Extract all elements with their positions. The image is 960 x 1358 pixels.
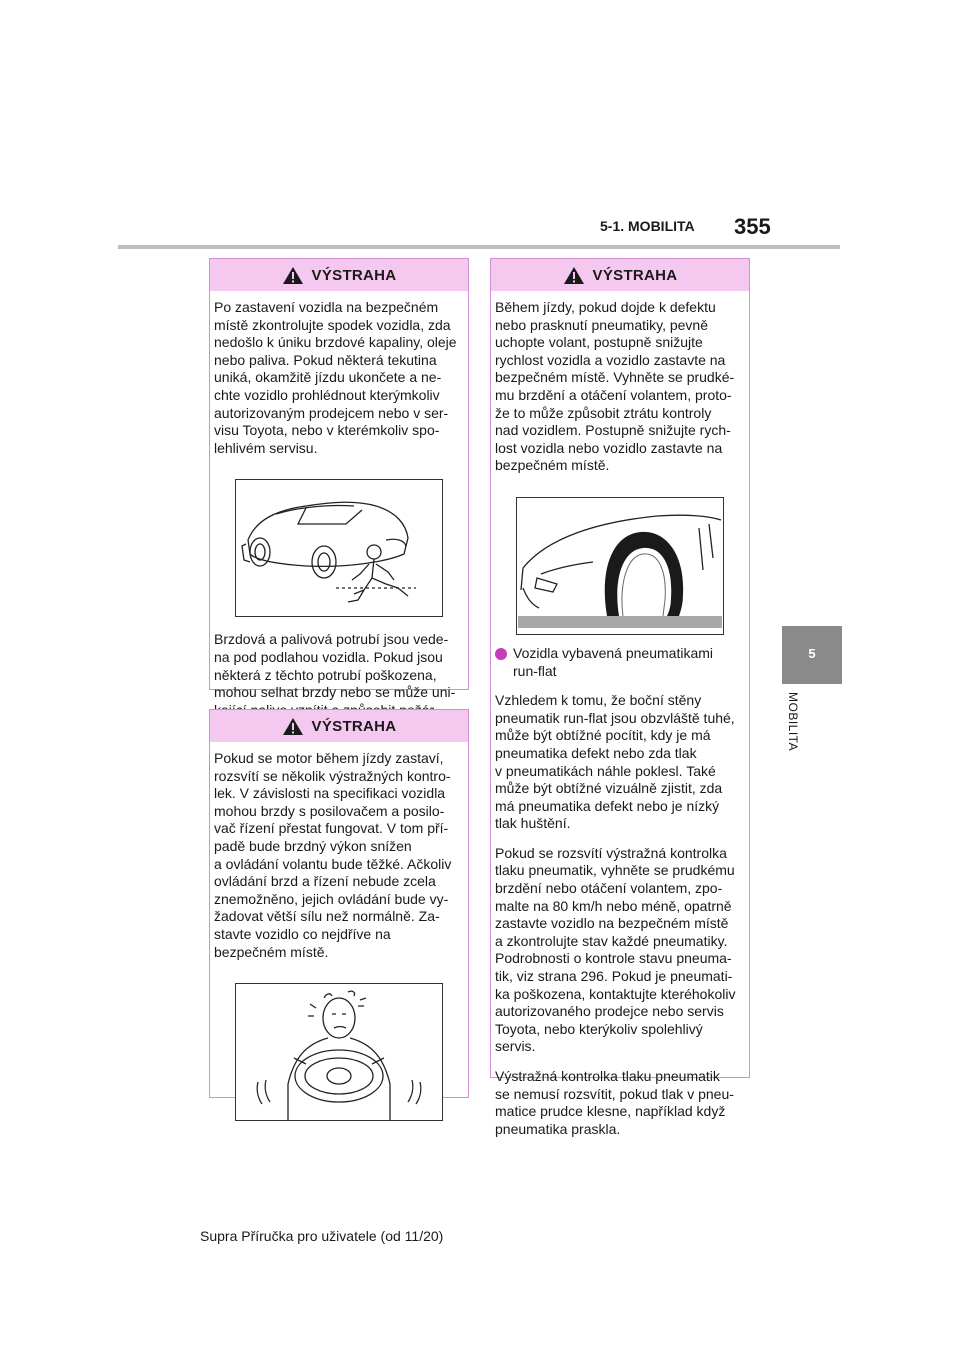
warning-header bbox=[210, 259, 468, 291]
chapter-tab[interactable] bbox=[782, 626, 842, 684]
warning-triangle-icon bbox=[282, 717, 304, 736]
chapter-label bbox=[786, 692, 806, 772]
paragraph: Pokud se rozsvítí výstražná kontrolka tlaku pneumatik, vyhněte se prudkému brzdění nebo otáčení volantem, zpo- malte na 80 km/h nebo méně, opatrně zastavte vozidlo na bezpečném místě a zkontrolujte stav každé pneumatiky. Podrobnosti o kontrole stavu pneuma- tik, viz strana 296. Pokud je pneumati- ka poškozena, kontaktujte kteréhokoliv autorizovaného prodejce nebo servis Toyota, nebo kterýkoliv spolehlivý servis. bbox=[495, 844, 736, 1055]
warning-box-engine-stop bbox=[209, 709, 469, 1098]
warning-triangle-icon bbox=[282, 266, 304, 285]
driver-steering-wheel-illustration bbox=[235, 983, 443, 1121]
paragraph: Vzhledem k tomu, že boční stěny pneumatik run-flat jsou obzvláště tuhé, může být obtížné pocítit, kdy je má pneumatika defekt nebo zda tlak v pneumatikách náhle poklesl. Také může být obtížné vizuálně zjistit, zda má pneumatika defekt nebo je nízký tlak huštění. bbox=[495, 692, 735, 832]
warning-text: Po zastavení vozidla na bezpečném místě zkontrolujte spodek vozidla, zda nedošlo k úniku brzdové kapaliny, oleje nebo paliva. Pokud některá tekutina uniká, okamžitě jízdu ukončete a ne- chte vozidlo prohlédnout kterýmkoliv autorizovaným prodejcem nebo v ser- visu Toyota, nebo v kterémkoliv spo- lehlivém servisu. bbox=[214, 299, 457, 456]
chapter-number: 5 bbox=[808, 646, 816, 661]
warning-box-fluid-leak bbox=[209, 258, 469, 701]
warning-body bbox=[491, 291, 749, 1138]
chapter-label-text: MOBILITA bbox=[786, 692, 800, 752]
warning-title: VÝSTRAHA bbox=[311, 717, 397, 735]
warning-box-tire-failure bbox=[490, 258, 750, 1137]
warning-body bbox=[210, 291, 468, 719]
flat-tire-illustration bbox=[516, 497, 724, 635]
warning-header bbox=[491, 259, 749, 291]
bullet-text: Vozidla vybavená pneumatikami run-flat bbox=[513, 644, 714, 679]
list-item bbox=[495, 645, 745, 680]
footer-text: Supra Příručka pro uživatele (od 11/20) bbox=[200, 1228, 444, 1244]
warning-text: Brzdová a palivová potrubí jsou vede- na pod podlahou vozidla. Pokud jsou některá z těchto potrubí poškozena, mohou selhat brzdy nebo se může uni- bbox=[214, 631, 456, 701]
bullet-icon bbox=[495, 648, 507, 660]
warning-body bbox=[210, 742, 468, 1121]
header-rule bbox=[118, 245, 840, 249]
warning-text: Pokud se motor během jízdy zastaví, rozsvítí se několik výstražných kontro- lek. V závislosti na specifikaci vozidla mohou brzdy s posilovačem a posilo- vač řízení přestat fungovat. V tom pří- padě bude brzdný výkon snížen a ovládání volantu bude těžké. Ačkoliv ovládání brzd a řízení nebude zcela znemožněno, jejich ovládání bude vy- žadovat větší sílu než normálně. Za- stavte vozidlo co nejdříve na bezpečném místě. bbox=[214, 750, 452, 960]
warning-triangle-icon bbox=[563, 266, 585, 285]
section-title: 5-1. MOBILITA bbox=[600, 218, 695, 234]
warning-text: Během jízdy, pokud dojde k defektu nebo prasknutí pneumatiky, pevně uchopte volant, postupně snižujte rychlost vozidla a vozidlo zastavte na bezpečném místě. Vyhněte se prudké- mu brzdění a otáčení volantem, proto- že to může způsobit ztrátu kontroly nad vozidlem. Postupně snižujte rych- lost vozidla nebo vozidlo zastavte na bezpečném místě. bbox=[495, 299, 735, 474]
page-number: 355 bbox=[734, 214, 771, 239]
warning-title: VÝSTRAHA bbox=[592, 266, 678, 284]
car-underside-inspection-illustration bbox=[235, 479, 443, 617]
warning-header bbox=[210, 710, 468, 742]
paragraph: Výstražná kontrolka tlaku pneumatik se nemusí rozsvítit, pokud tlak v pneu- matice prudce klesne, například když pneumatika praskla. bbox=[495, 1068, 734, 1137]
warning-title: VÝSTRAHA bbox=[311, 266, 397, 284]
